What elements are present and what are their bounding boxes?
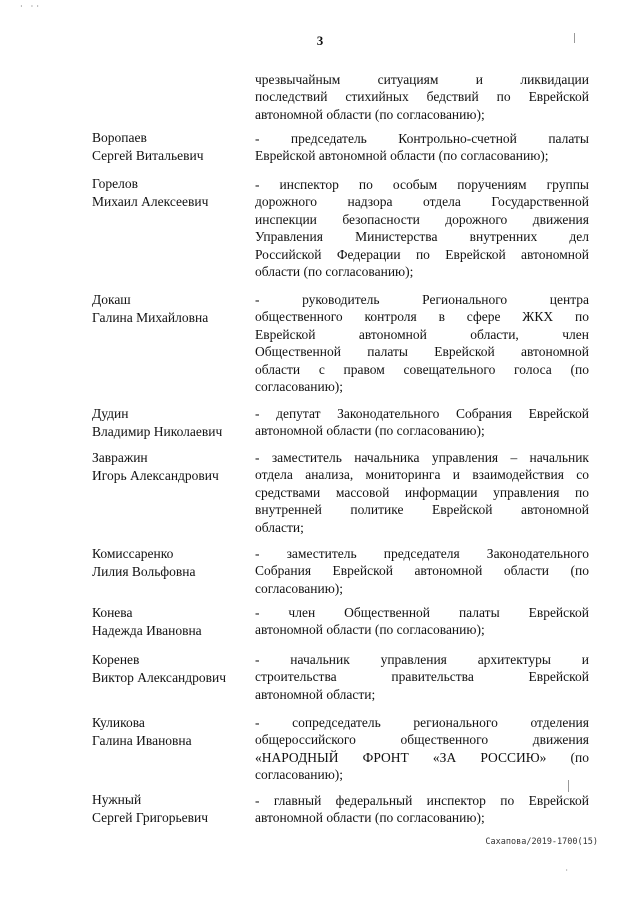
description-line: Собрания Еврейской автономной области (по bbox=[255, 563, 589, 579]
description-line: - инспектор по особым поручениям группы bbox=[255, 177, 589, 192]
description-line: области; bbox=[255, 519, 304, 535]
member-surname: Дудин bbox=[92, 406, 129, 421]
description-line: автономной области (по согласованию); bbox=[255, 423, 485, 439]
description-line: - начальник управления архитектуры и bbox=[255, 652, 589, 667]
member-given-names: Галина Ивановна bbox=[92, 733, 192, 748]
member-name bbox=[92, 714, 250, 750]
member-surname: Комиссаренко bbox=[92, 546, 174, 561]
member-name bbox=[92, 175, 250, 211]
member-given-names: Михаил Алексеевич bbox=[92, 194, 209, 209]
member-name bbox=[92, 129, 250, 165]
description-line: общественного контроля в сфере ЖКХ по bbox=[255, 309, 589, 325]
description-line: «НАРОДНЫЙ ФРОНТ «ЗА РОССИЮ» (по bbox=[255, 749, 589, 765]
member-surname: Докаш bbox=[92, 292, 131, 307]
member-surname: Куликова bbox=[92, 715, 145, 730]
member-name bbox=[92, 291, 250, 327]
description-line: согласованию); bbox=[255, 378, 344, 394]
member-name bbox=[92, 791, 250, 827]
scan-artifact-line bbox=[574, 33, 575, 43]
description-line: - заместитель председателя Законодательного bbox=[255, 546, 589, 561]
member-description bbox=[255, 291, 589, 395]
description-line: - руководитель Регионального центра bbox=[255, 292, 589, 307]
description-line: дорожного надзора отдела Государственной bbox=[255, 194, 589, 210]
member-description bbox=[255, 792, 589, 827]
member-surname: Воропаев bbox=[92, 130, 147, 145]
description-line: согласованию); bbox=[255, 767, 344, 783]
scan-corner-marks: · ·· bbox=[20, 2, 42, 11]
document-footer-code: Сахапова/2019-1700(15) bbox=[485, 837, 598, 847]
description-line: - депутат Законодательного Собрания Еврейской bbox=[255, 406, 589, 421]
member-given-names: Сергей Григорьевич bbox=[92, 810, 209, 825]
description-line: Управления Министерства внутренних дел bbox=[255, 229, 589, 245]
member-given-names: Лилия Вольфовна bbox=[92, 564, 196, 579]
member-description bbox=[255, 604, 589, 639]
member-description bbox=[255, 176, 589, 280]
member-surname: Коренев bbox=[92, 652, 140, 667]
member-description bbox=[255, 714, 589, 784]
page-number: 3 bbox=[316, 33, 324, 48]
member-given-names: Виктор Александрович bbox=[92, 670, 227, 685]
member-given-names: Галина Михайловна bbox=[92, 310, 209, 325]
member-name bbox=[92, 405, 250, 441]
member-given-names: Владимир Николаевич bbox=[92, 424, 223, 439]
member-given-names: Надежда Ивановна bbox=[92, 623, 202, 638]
member-given-names: Сергей Витальевич bbox=[92, 148, 204, 163]
description-line: строительства правительства Еврейской bbox=[255, 669, 589, 685]
member-surname: Конева bbox=[92, 605, 133, 620]
member-description bbox=[255, 449, 589, 536]
member-description bbox=[255, 651, 589, 703]
member-name bbox=[92, 604, 250, 640]
member-name bbox=[92, 449, 250, 485]
description-line: автономной области (по согласованию); bbox=[255, 810, 485, 826]
member-given-names: Игорь Александрович bbox=[92, 468, 219, 483]
description-line: отдела анализа, мониторинга и взаимодействия со bbox=[255, 467, 589, 483]
continuation-description bbox=[255, 71, 589, 123]
description-line: Общественной палаты Еврейской автономной bbox=[255, 344, 589, 360]
description-line: - главный федеральный инспектор по Еврейской bbox=[255, 793, 589, 808]
description-line: автономной области; bbox=[255, 686, 376, 702]
description-line: автономной области (по согласованию); bbox=[255, 622, 485, 638]
member-description bbox=[255, 405, 589, 440]
description-line: инспекции безопасности дорожного движения bbox=[255, 211, 589, 227]
scan-footer-mark: · bbox=[565, 866, 568, 875]
member-name bbox=[92, 651, 250, 687]
description-line: Еврейской автономной области (по согласованию); bbox=[255, 148, 549, 164]
description-line: области (по согласованию); bbox=[255, 263, 414, 279]
member-surname: Нужный bbox=[92, 792, 142, 807]
description-line: - председатель Контрольно-счетной палаты bbox=[255, 131, 589, 146]
description-line: - член Общественной палаты Еврейской bbox=[255, 605, 589, 620]
member-description bbox=[255, 130, 589, 165]
description-line: внутренней политике Еврейской автономной bbox=[255, 502, 589, 518]
description-line: - заместитель начальника управления – начальник bbox=[255, 450, 589, 465]
description-line: - сопредседатель регионального отделения bbox=[255, 715, 589, 730]
description-line: согласованию); bbox=[255, 580, 344, 596]
description-line: чрезвычайным ситуациям и ликвидации bbox=[255, 72, 589, 87]
description-line: общероссийского общественного движения bbox=[255, 732, 589, 748]
description-line: последствий стихийных бедствий по Еврейской bbox=[255, 89, 589, 105]
description-line: Еврейской автономной области, член bbox=[255, 326, 589, 342]
member-surname: Завражин bbox=[92, 450, 148, 465]
member-description bbox=[255, 545, 589, 597]
member-surname: Горелов bbox=[92, 176, 138, 191]
member-name bbox=[92, 545, 250, 581]
description-line: Российской Федерации по Еврейской автономной bbox=[255, 246, 589, 262]
description-line: области с правом совещательного голоса (по bbox=[255, 361, 589, 377]
description-line: автономной области (по согласованию); bbox=[255, 106, 485, 122]
description-line: средствами массовой информации управления по bbox=[255, 484, 589, 500]
